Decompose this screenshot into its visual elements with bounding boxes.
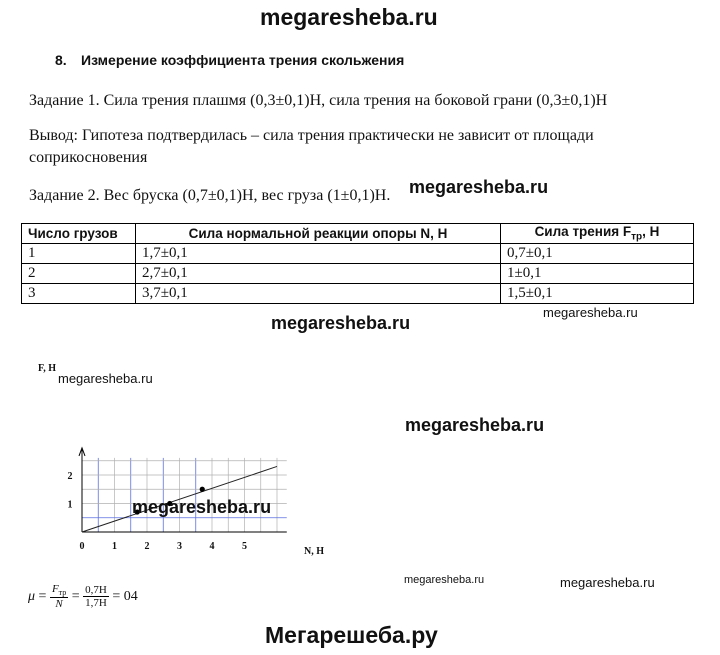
watermark-bottom-right: megaresheba.ru — [560, 575, 655, 590]
header-normal-force: Сила нормальной реакции опоры N, Н — [136, 224, 501, 244]
table-cell: 0,7±0,1 — [501, 244, 694, 264]
conclusion-line2: соприкосновения — [29, 149, 148, 166]
table-cell: 1,7±0,1 — [136, 244, 501, 264]
formula-eq2: = — [71, 588, 80, 604]
header-friction — [501, 224, 694, 244]
watermark-graph-right: megaresheba.ru — [405, 415, 545, 435]
header-friction-sub: тр — [631, 231, 643, 243]
x-axis-label: N, Н — [304, 546, 324, 557]
watermark-bottom-small: megaresheba.ru — [404, 574, 485, 586]
formula-frac-symbolic — [50, 583, 68, 610]
x-tick-label: 1 — [112, 541, 117, 552]
x-tick-label: 4 — [209, 541, 215, 552]
watermark-top: megaresheba.ru — [260, 4, 438, 30]
data-table — [21, 223, 694, 304]
graph-labels — [38, 363, 324, 557]
header-friction-unit: , Н — [642, 224, 660, 240]
watermark-under-table-right: megaresheba.ru — [543, 305, 638, 320]
footer-watermark: Мегарешеба.ру — [265, 622, 438, 648]
y-tick-label: 1 — [67, 499, 73, 511]
graph-grid — [82, 458, 287, 532]
x-tick-label: 5 — [242, 541, 247, 552]
task1-text: Задание 1. Сила трения плашмя (0,3±0,1)Н, сила трения на боковой грани (0,3±0,1)Н — [29, 92, 608, 109]
table-row — [22, 284, 694, 304]
formula-result: = 04 — [112, 588, 138, 604]
y-axis-label: F, Н — [38, 363, 56, 374]
x-tick-label: 2 — [144, 541, 150, 552]
mu-formula — [28, 583, 138, 610]
table-cell: 2 — [22, 264, 136, 284]
header-count: Число грузов — [22, 224, 136, 244]
watermark-mid-right: megaresheba.ru — [409, 177, 549, 197]
section-title: Измерение коэффициента трения скольжения — [81, 52, 405, 68]
watermark-under-table: megaresheba.ru — [271, 313, 411, 333]
section-number: 8. — [55, 52, 67, 68]
y-tick-label: 2 — [67, 471, 73, 482]
formula-f: F — [51, 583, 59, 595]
table-header-row — [22, 224, 694, 244]
data-point — [200, 487, 205, 492]
task2-text: Задание 2. Вес бруска (0,7±0,1)Н, вес груза (1±0,1)Н. — [29, 187, 391, 204]
table-cell: 3 — [22, 284, 136, 304]
formula-val-num: 0,7Н — [85, 584, 107, 597]
table-row — [22, 244, 694, 264]
formula-val-den: 1,7Н — [85, 597, 107, 610]
table-row — [22, 264, 694, 284]
watermark-graph-bottom: megaresheba.ru — [132, 497, 272, 517]
formula-eq1: = — [38, 588, 47, 604]
header-friction-label: Сила трения F — [534, 224, 632, 240]
friction-graph — [30, 355, 360, 570]
table-cell: 1 — [22, 244, 136, 264]
table-cell: 1,5±0,1 — [501, 284, 694, 304]
conclusion-line1: Вывод: Гипотеза подтвердилась – сила трения практически не зависит от площади — [29, 127, 594, 144]
table-cell: 2,7±0,1 — [136, 264, 501, 284]
table-cell: 3,7±0,1 — [136, 284, 501, 304]
table-cell: 1±0,1 — [501, 264, 694, 284]
formula-n: N — [55, 598, 63, 611]
formula-mu: μ — [28, 588, 36, 604]
formula-f-sub: тр — [58, 588, 67, 598]
formula-frac-values — [83, 584, 109, 609]
watermark-graph-inside: megaresheba.ru — [58, 371, 153, 386]
x-tick-label: 0 — [79, 541, 85, 552]
x-tick-label: 3 — [177, 541, 182, 552]
